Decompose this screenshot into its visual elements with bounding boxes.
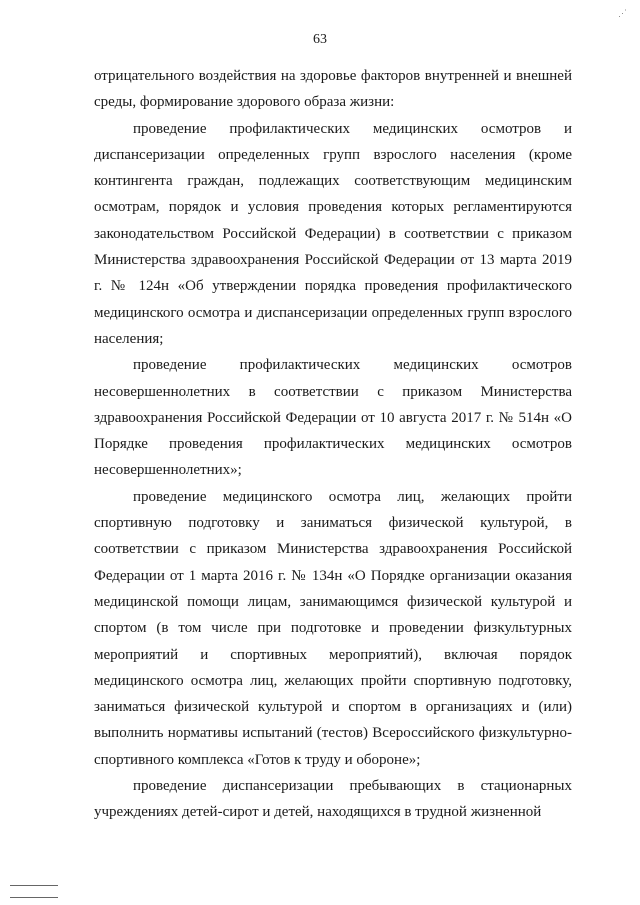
paragraph-intro: отрицательного воздействия на здоровье факторов внутренней и внешней среды, формирование здорового образа жизни: <box>94 68 572 111</box>
paragraph-minors-screening: проведение профилактических медицинских осмотров несовершеннолетних в соответствии с приказом Министерства здравоохранения Российской Федерации от 10 августа 2017 г. № 514н «О Порядке проведения профилактических медицинских осмотров несовершеннолетних»; <box>94 357 572 479</box>
document-body <box>94 63 572 826</box>
scan-artifact-line <box>10 897 58 898</box>
paragraph-adult-screening: проведение профилактических медицинских осмотров и диспансеризации определенных групп взрослого населения (кроме контингента граждан, подлежащих соответствующим медицинским осмотрам, порядок и условия проведения которых регламентируются законодательством Российской Федерации) в соответствии с приказом Министерства здравоохранения Российской Федерации от 13 марта 2019 г. № 124н «Об утверждении порядка проведения профилактического медицинского осмотра и диспансеризации определенных групп взрослого населения; <box>94 120 572 347</box>
scan-artifact-line <box>10 885 58 886</box>
paragraph-orphans-screening: проведение диспансеризации пребывающих в стационарных учреждениях детей-сирот и детей, находящихся в трудной жизненной <box>94 778 572 821</box>
paragraph-sports-screening: проведение медицинского осмотра лиц, желающих пройти спортивную подготовку и заниматься физической культурой, в соответствии с приказом Министерства здравоохранения Российской Федерации от 1 марта 2016 г. № 134н «О Порядке организации оказания медицинской помощи лицам, занимающимся физической культурой и спортом (в том числе при подготовке и проведении физкультурных мероприятий и спортивных мероприятий), включая порядок медицинского осмотра лиц, желающих пройти спортивную подготовку, заниматься физической культурой и спортом в организациях и (или) выполнить нормативы испытаний (тестов) Всероссийского физкультурно-спортивного комплекса «Готов к труду и обороне»; <box>94 488 572 768</box>
scan-corner-mark: ⋰ <box>618 8 627 18</box>
page-number: 63 <box>313 32 327 47</box>
